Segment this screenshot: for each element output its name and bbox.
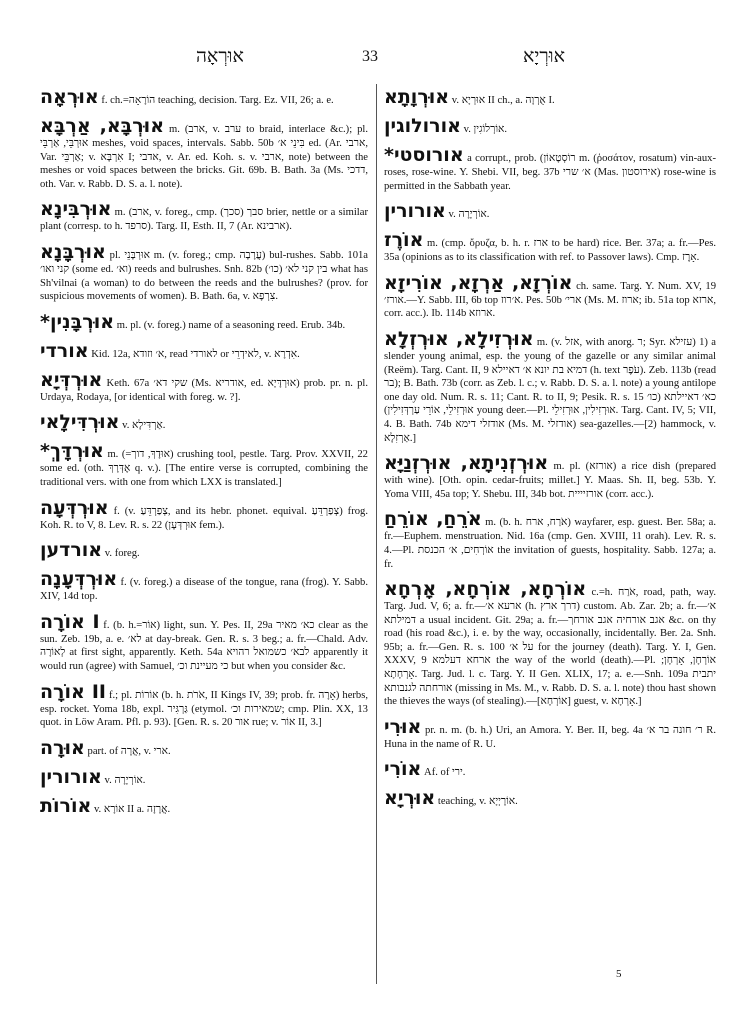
- dictionary-entry: [40, 611, 368, 674]
- entry-headword: אוּרְוָתָא: [384, 86, 450, 108]
- entry-headword: אוּרְדְּיָא: [40, 368, 103, 391]
- right-column: [384, 86, 716, 986]
- dictionary-entry: [40, 737, 368, 759]
- entry-headword: אוֹרָה II: [40, 680, 106, 703]
- entry-definition: pl. אוּרְבָּנֵי m. (v. foreg.; cmp. עֲרָבָה) bul-rushes. Sabb. 101a קני ואו׳ (some ed. וא׳) reeds and bulrushes. Snh. 82b בין קני לא׳ (כו׳) what has Sh'vilnai (a woman) to do between the reeds and the bulrushes? (prov. for suspicious movements of women). B. Bath. 6a, v. צִרְפָא.: [40, 249, 368, 303]
- entry-definition: teaching, v. אוֹרָיְיָא.: [437, 796, 518, 808]
- dictionary-entry: [384, 328, 716, 445]
- entry-definition: c.=h. אֹרַח, road, path, way. Targ. Jud. V, 6; a. fr.—ארעא א׳ (h. דרך ארץ) custom. Ab. Zar. 2b; a. fr.—א׳ דמילתא a usual incident. Git. 29a; a. fr.—אגב אורחיה אגב אורחך &c. on thy road (his road &c.), i. e. by the way, occasionally, incidentally. Ber. 2a. Snh. 95b; a. fr.—Gen. R. s. 100 על א׳ for the journey (death). Targ. Y. I, Gen. XXXV, 9 ארחא דעלמא the way of the world (death).—Pl. אוֹרְחָן, אָרְחָן; אָרְחָתָא. Targ. Jud. l. c. Targ. Y. II Gen. XLIX, 17; a. e.—Snh. 109a יתבית אורחתה לגנבותא (missing in Ms. M., v. Rabb. D. S. a. l. note) thou hast shown the thieves the ways (of stealing).—[אוֹרְחָא] guest, v. אָרְחָא.]: [384, 587, 716, 708]
- entry-headword: אוּרְזְנִיתָא, אוּרְזְנַיָּא: [384, 452, 549, 475]
- entry-definition: ch. same. Targ. Y. Num. XV, 19 אורז׳.—Y. Sabb. III, 6b top א׳רוז. Pes. 50b ארי׳ (Ms. M. ארוז; ib. 51a top ארזא, corr. acc.). Ib. 114b ארוזא.: [384, 280, 716, 320]
- dictionary-entry: [384, 578, 716, 709]
- dictionary-entry: [40, 766, 368, 788]
- entry-headword: אוּרִי: [384, 715, 422, 738]
- entry-headword: אוֹרֶז: [384, 229, 424, 252]
- dictionary-entry: [40, 340, 368, 362]
- entry-headword: אורורין: [384, 200, 446, 223]
- entry-headword: אורולוגין: [384, 115, 461, 137]
- dictionary-entry: [384, 787, 716, 809]
- dictionary-entry: [40, 86, 368, 108]
- dictionary-entry: [384, 229, 716, 265]
- dictionary-entry: [40, 198, 368, 234]
- dictionary-entry: [40, 681, 368, 730]
- header-left-word: אוּרְאָה: [196, 46, 244, 67]
- entry-definition: m. (b. h. אֹרַח, ארח) wayfarer, esp. guest. Ber. 58a; a. fr.—Euphem. menstruation. Nid. 16a (cmp. Gen. XVIII, 11 orah). Lev. R. s. 4.—Pl. אוֹרְחִים, א׳ הכנסת the invitation of guests, hospitality. Sabb. 127a; a. fr.: [384, 517, 716, 570]
- entry-headword: אוּרְזִילָא, אוּרְזְלָא: [384, 327, 534, 350]
- entry-headword: אורדי: [40, 339, 89, 362]
- entry-definition: f. (v. צְפַרְדֵּעַ, and its hebr. phonet. equival. צְפַרְדֵּעַ) frog. Koh. R. to V, 8. Lev. R. s. 22 (אוּרְדְּעָן fem.).: [40, 505, 368, 531]
- entry-definition: f. (v. foreg.) a disease of the tongue, rana (frog). Y. Sabb. XIV, 14d top.: [40, 577, 368, 603]
- entry-headword: אוּרְאָה: [40, 86, 99, 108]
- dictionary-entry: [384, 200, 716, 222]
- entry-definition: f. (b. h.=אוֹר) light, sun. Y. Pes. II, 29a כא׳ מאיר clear as the sun. Zeb. 19b, a. e. לא׳ at day-break. Gen. R. s. 3 beg.; a. fr.—Chald. Adv. לְאוֹרָה at first sight, apparently. Keth. 54a לבא׳ כשמואל רהויא apparently it would run (agree) with Samuel, כי מעיינת וכ׳ but when you consider &c.: [40, 619, 368, 672]
- dictionary-entry: [384, 144, 716, 193]
- column-divider: [376, 84, 377, 984]
- entry-definition: v. foreg.: [104, 548, 140, 560]
- entry-headword: אוּרְדְּעָנָה: [40, 568, 118, 591]
- dictionary-entry: [384, 115, 716, 137]
- entry-headword: אוּרְבִּינָא: [40, 198, 112, 221]
- entry-definition: m. (v. אזל, with anorg. ר; Syr. עזילא) 1) a slender young animal, esp. the young of the gazelle or any similar animal (Reëm). Targ. Cant. II, 9 דמיא בת יונא א׳ דאיילא (h. text עֹפֶר). Zeb. 113b (read בר); B. Bath. 73b (corr. as Zeb. l. c.; v. Rabb. D. S. a. l. note) a young antilope one day old. Num. R. s. 11; Cant. R. to II, 9; Pesik. R. s. 15 כא׳ דאיילתא (כו׳ אוּרְזִילֵי, אוֹרֵי עַרְדְּזִילִין) young deer.—Pl. אוּרְזִילִין, אוּרְזִילֵי. Targ. Cant. IV, 5; VII, 4. B. Bath. 74b אודזלי דימא (Ms. M. אודזלי) sea-gazelles.—[2) hammock, v. אַרְזִלָא.]: [384, 336, 716, 444]
- entry-definition: Af. of ירי.: [424, 767, 466, 779]
- entry-headword: *אוּרְבָּנִין: [40, 310, 115, 333]
- dictionary-entry: [40, 440, 368, 489]
- dictionary-entry: [40, 369, 368, 405]
- dictionary-entry: [40, 115, 368, 191]
- entry-definition: m. (cmp. ὄρυζα, b. h. r. ארז to be hard) rice. Ber. 37a; a. fr.—Pes. 35a (opinions as to its classification with ref. to Passover laws). Cmp. אָרֶז.: [384, 238, 716, 264]
- entry-definition: f.; pl. אוֹרוֹת (b. h. אֹרֹת, II Kings IV, 39; prob. fr. אָרָה) herbs, esp. rocket. Yoma 18b, expl. גַּרְגִּיר (etymol. שמאירות וכ׳; cmp. Plin. XX, 13 quot. in Löw Aram. Pfl. p. 93). [Gen. R. s. 20 אור rue; v. אוֹר II, 3.]: [40, 689, 368, 729]
- dictionary-entry: [384, 508, 716, 571]
- entry-definition: m. pl. (אורזא) a rice dish (prepared with wine). [Oth. opin. cedar-fruits; millet.] Y. Maas. Sh. II, beg. 53b. Y. Yoma VIII, 45a top; Y. Shebu. III, 34b bot. אורזיייית (corr. acc.).: [384, 461, 716, 500]
- dictionary-entry: [40, 539, 368, 561]
- entry-definition: v. אוֹרְלוֹגִין.: [463, 124, 508, 135]
- dictionary-entry: [40, 411, 368, 433]
- dictionary-entry: [40, 311, 368, 333]
- entry-definition: m. (ארב, v. foreg., cmp. סבך (סכך) brier, nettle or a similar plant (corresp. to h. סרפד). Targ. II, Esth. II, 7 (Ar. ארבינא).: [40, 207, 368, 233]
- dictionary-entry: [384, 86, 716, 108]
- entry-headword: אוּרָה: [40, 736, 85, 759]
- header-right-word: אוּרְיָא: [523, 46, 565, 67]
- entry-headword: אוֹרָה I: [40, 610, 100, 633]
- entry-definition: v. אוֹרָא II a. אֲרָזָה.: [93, 803, 171, 815]
- entry-headword: אוּרְבָּא, אַרְבָּא: [40, 115, 165, 137]
- dictionary-entry: [384, 272, 716, 321]
- entry-headword: אוּרְדְּעָה: [40, 496, 109, 519]
- page-number: 33: [362, 48, 378, 65]
- dictionary-entry: [384, 716, 716, 752]
- entry-headword: אוּרְדִּילָאי: [40, 411, 120, 434]
- entry-headword: אוֹרְחָא, אוֹרְחָא, אָרְחָא: [384, 578, 587, 601]
- entry-headword: אֹרֵחַ, אוֹרֵחַ: [384, 508, 482, 531]
- dictionary-entry: [40, 568, 368, 604]
- entry-headword: אורדען: [40, 539, 103, 562]
- entry-headword: אוּרְבָּנָא: [40, 240, 106, 263]
- dictionary-entry: [384, 758, 716, 780]
- entry-definition: Kid. 12a, א׳ וזודא, read לאורדי or לאידְרֵי, v. אִדְרָא.: [91, 348, 300, 360]
- dictionary-entry: [40, 795, 368, 817]
- entry-definition: v. אַרְדִּילָא.: [122, 420, 166, 432]
- entry-definition: Keth. 67a שקי דא׳ (Ms. אודריא, ed. אוּרְדָּיָא) prob. pr. n. pl. Urdaya, Rodaya, [or identical with foreg. w. ?].: [40, 377, 368, 403]
- entry-headword: אוֹרִי: [384, 758, 422, 781]
- entry-headword: אוֹרוֹת: [40, 794, 92, 817]
- entry-definition: pr. n. m. (b. h.) Uri, an Amora. Y. Ber. II, beg. 4a ר׳ חונה בר א׳ R. Huna in the name of R. U.: [384, 724, 716, 750]
- entry-definition: m. (ארב, v. ערב to braid, interlace &c.); pl. אוּרְבֵּי, אַרְבֵּי meshes, void spaces, intervals. Sabb. 50b בִּינֵי א׳ ed. (Ar. ארבי, Var. אַרְבֵּי; v. אִרְבָּא I; אדבי, v. Ar. ed. Koh. s. v. ארבי, note) between the meshes or void spaces between the bricks. Git. 69b. B. Bath. 3a (Ms. דדכי, oth. Var. v. Rabb. D. S. a. l. note).: [40, 124, 368, 190]
- entry-definition: a corrupt., prob. (רוֹסְטָאוֹן m. (ῥοσάτον, rosatum) vin-aux-roses, rose-wine. Y. Shebi. VII, beg. 37b א׳ שרי (Mas. אירוסטון) rose-wine is permitted in the Sabbath year.: [384, 153, 716, 192]
- entry-definition: part. of אֲרָה, v. ארי.: [87, 745, 171, 757]
- entry-headword: אוּרְיָא: [384, 787, 436, 810]
- footer-number: 5: [616, 968, 622, 980]
- left-column: [40, 86, 368, 986]
- entry-headword: *אוּרְדָּךְ: [40, 440, 104, 463]
- dictionary-entry: [384, 452, 716, 501]
- entry-definition: v. אוּרְיָא II ch., a. אֻרְוָה I.: [451, 95, 555, 106]
- entry-headword: אוֹרְזָא, אַרְזָא, אוֹרִיזָא: [384, 271, 573, 294]
- dictionary-entry: [40, 241, 368, 304]
- entry-definition: f. ch.=הוֹרָאָה teaching, decision. Targ. Ez. VII, 26; a. e.: [101, 95, 334, 106]
- entry-definition: m. (=אוּדָךְ, דוך) crushing tool, pestle. Targ. Prov. XXVII, 22 some ed. (oth. אֶדְּרָךְ q. v.). [The entire verse is corrupted, combining the traditional vers. with one from which LXX is translated.]: [40, 449, 368, 488]
- entry-headword: אורורין: [40, 765, 102, 788]
- entry-definition: m. pl. (v. foreg.) name of a seasoning reed. Erub. 34b.: [116, 319, 346, 331]
- entry-definition: v. אוֹרְיָרָה.: [104, 774, 146, 786]
- entry-definition: v. אוֹרְיָרָה.: [448, 209, 490, 221]
- page-header: [0, 44, 750, 74]
- dictionary-entry: [40, 497, 368, 533]
- entry-headword: *אורוסטי: [384, 144, 464, 166]
